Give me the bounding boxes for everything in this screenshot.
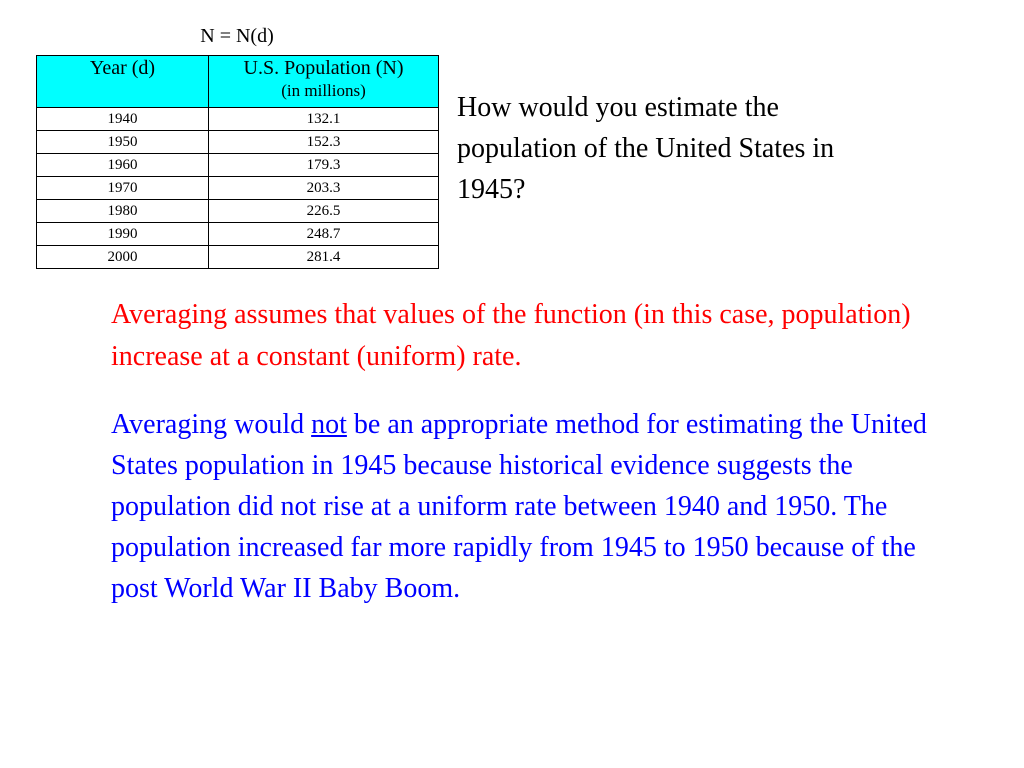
header-population-label: U.S. Population (N): [243, 57, 404, 79]
header-year: Year (d): [37, 56, 209, 108]
population-cell: 248.7: [209, 223, 439, 246]
population-table: [36, 55, 439, 269]
table-header-row: [37, 56, 439, 108]
table-row: [37, 177, 439, 200]
table-row: [37, 246, 439, 269]
explanation-text-after: be an appropriate method for estimating the United States population in 1945 because historical evidence suggests the population did not rise at a uniform rate between 1940 and 1950. The population increased far more rapidly from 1945 to 1950 because of the post World War II Baby Boom.: [111, 409, 927, 604]
year-cell: 2000: [37, 246, 209, 269]
question-text: How would you estimate the population of the United States in 1945?: [457, 92, 835, 205]
explanation-text-before: Averaging would: [111, 409, 312, 440]
population-cell: 132.1: [209, 108, 439, 131]
table-row: [37, 131, 439, 154]
year-cell: 1940: [37, 108, 209, 131]
explanation-paragraph: [111, 404, 931, 609]
year-cell: 1950: [37, 131, 209, 154]
formula-title: N = N(d): [200, 25, 274, 47]
header-population-unit: (in millions): [281, 81, 366, 100]
population-cell: 179.3: [209, 154, 439, 177]
population-cell: 226.5: [209, 200, 439, 223]
averaging-assumption-text: Averaging assumes that values of the function (in this case, population) increase at a constant (uniform) rate.: [111, 299, 911, 372]
table-row: [37, 200, 439, 223]
population-cell: 203.3: [209, 177, 439, 200]
table-row: [37, 154, 439, 177]
table-row: [37, 108, 439, 131]
population-cell: 152.3: [209, 131, 439, 154]
year-cell: 1990: [37, 223, 209, 246]
year-cell: 1970: [37, 177, 209, 200]
explanation-emphasis: not: [311, 409, 347, 440]
header-population: [209, 56, 439, 108]
year-cell: 1980: [37, 200, 209, 223]
year-cell: 1960: [37, 154, 209, 177]
population-cell: 281.4: [209, 246, 439, 269]
table-row: [37, 223, 439, 246]
